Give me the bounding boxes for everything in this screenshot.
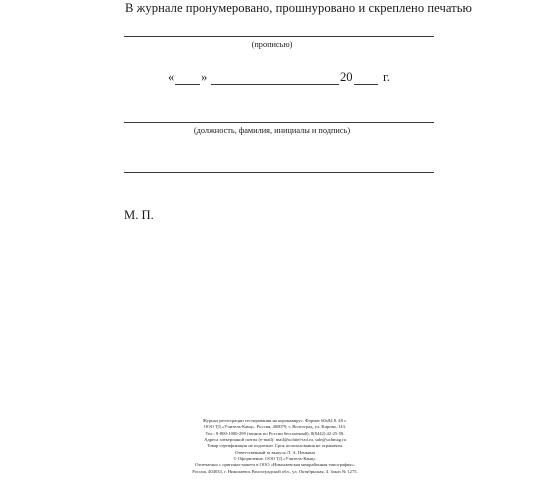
stamp-place-label: М. П.	[124, 208, 154, 222]
year-line	[354, 84, 378, 85]
in-words-line	[124, 36, 434, 37]
date-open-quote: «	[168, 70, 175, 84]
imprint-line: ООО ТД «Учитель-Канц». Россия, 400079, г. Волгоград, ул. Кирова, 143.	[203, 424, 347, 430]
date-year-suffix: г.	[383, 70, 390, 84]
imprint-line: © Оформление. ООО ТД «Учитель-Канц».	[233, 456, 317, 462]
imprint-line: Россия, 404033, г. Николаевск Волгоградской обл., ул. Октябрьская, 4. Заказ № 1275.	[192, 468, 358, 474]
date-century: 20	[340, 70, 353, 84]
certification-heading: В журнале пронумеровано, прошнуровано и скреплено печатью	[125, 1, 472, 15]
position-line	[124, 122, 434, 123]
imprint-line: Тел.: 8-800-1000-299 (звонок по России бесплатный), 8(8442) 42-25-58.	[205, 430, 345, 436]
imprint-line: Журнал регистрации тестирования на коронавирус. Формат 60х84 8. 48 с.	[202, 418, 348, 423]
position-caption: (должность, фамилия, инициалы и подпись)	[193, 126, 351, 135]
publisher-imprint	[125, 418, 425, 475]
day-line	[175, 84, 200, 85]
extra-signature-line	[124, 172, 434, 173]
imprint-line: Товар сертификации не подлежит. Срок использования не ограничен.	[207, 443, 343, 449]
imprint-line: Ответственный за выпуск Л. А. Пенкина	[235, 449, 315, 455]
in-words-caption: (прописью)	[251, 40, 293, 49]
imprint-line: Отпечатано с оригинал-макета в ООО «Николаевская межрайонная типография».	[195, 462, 355, 468]
imprint-line: Адреса электронной почты (e-mail): mail@uchitel-izd.ru, sale@uchmag.ru	[204, 437, 346, 443]
month-line	[211, 84, 339, 85]
date-close-quote: »	[201, 70, 208, 84]
date-row	[0, 70, 560, 86]
